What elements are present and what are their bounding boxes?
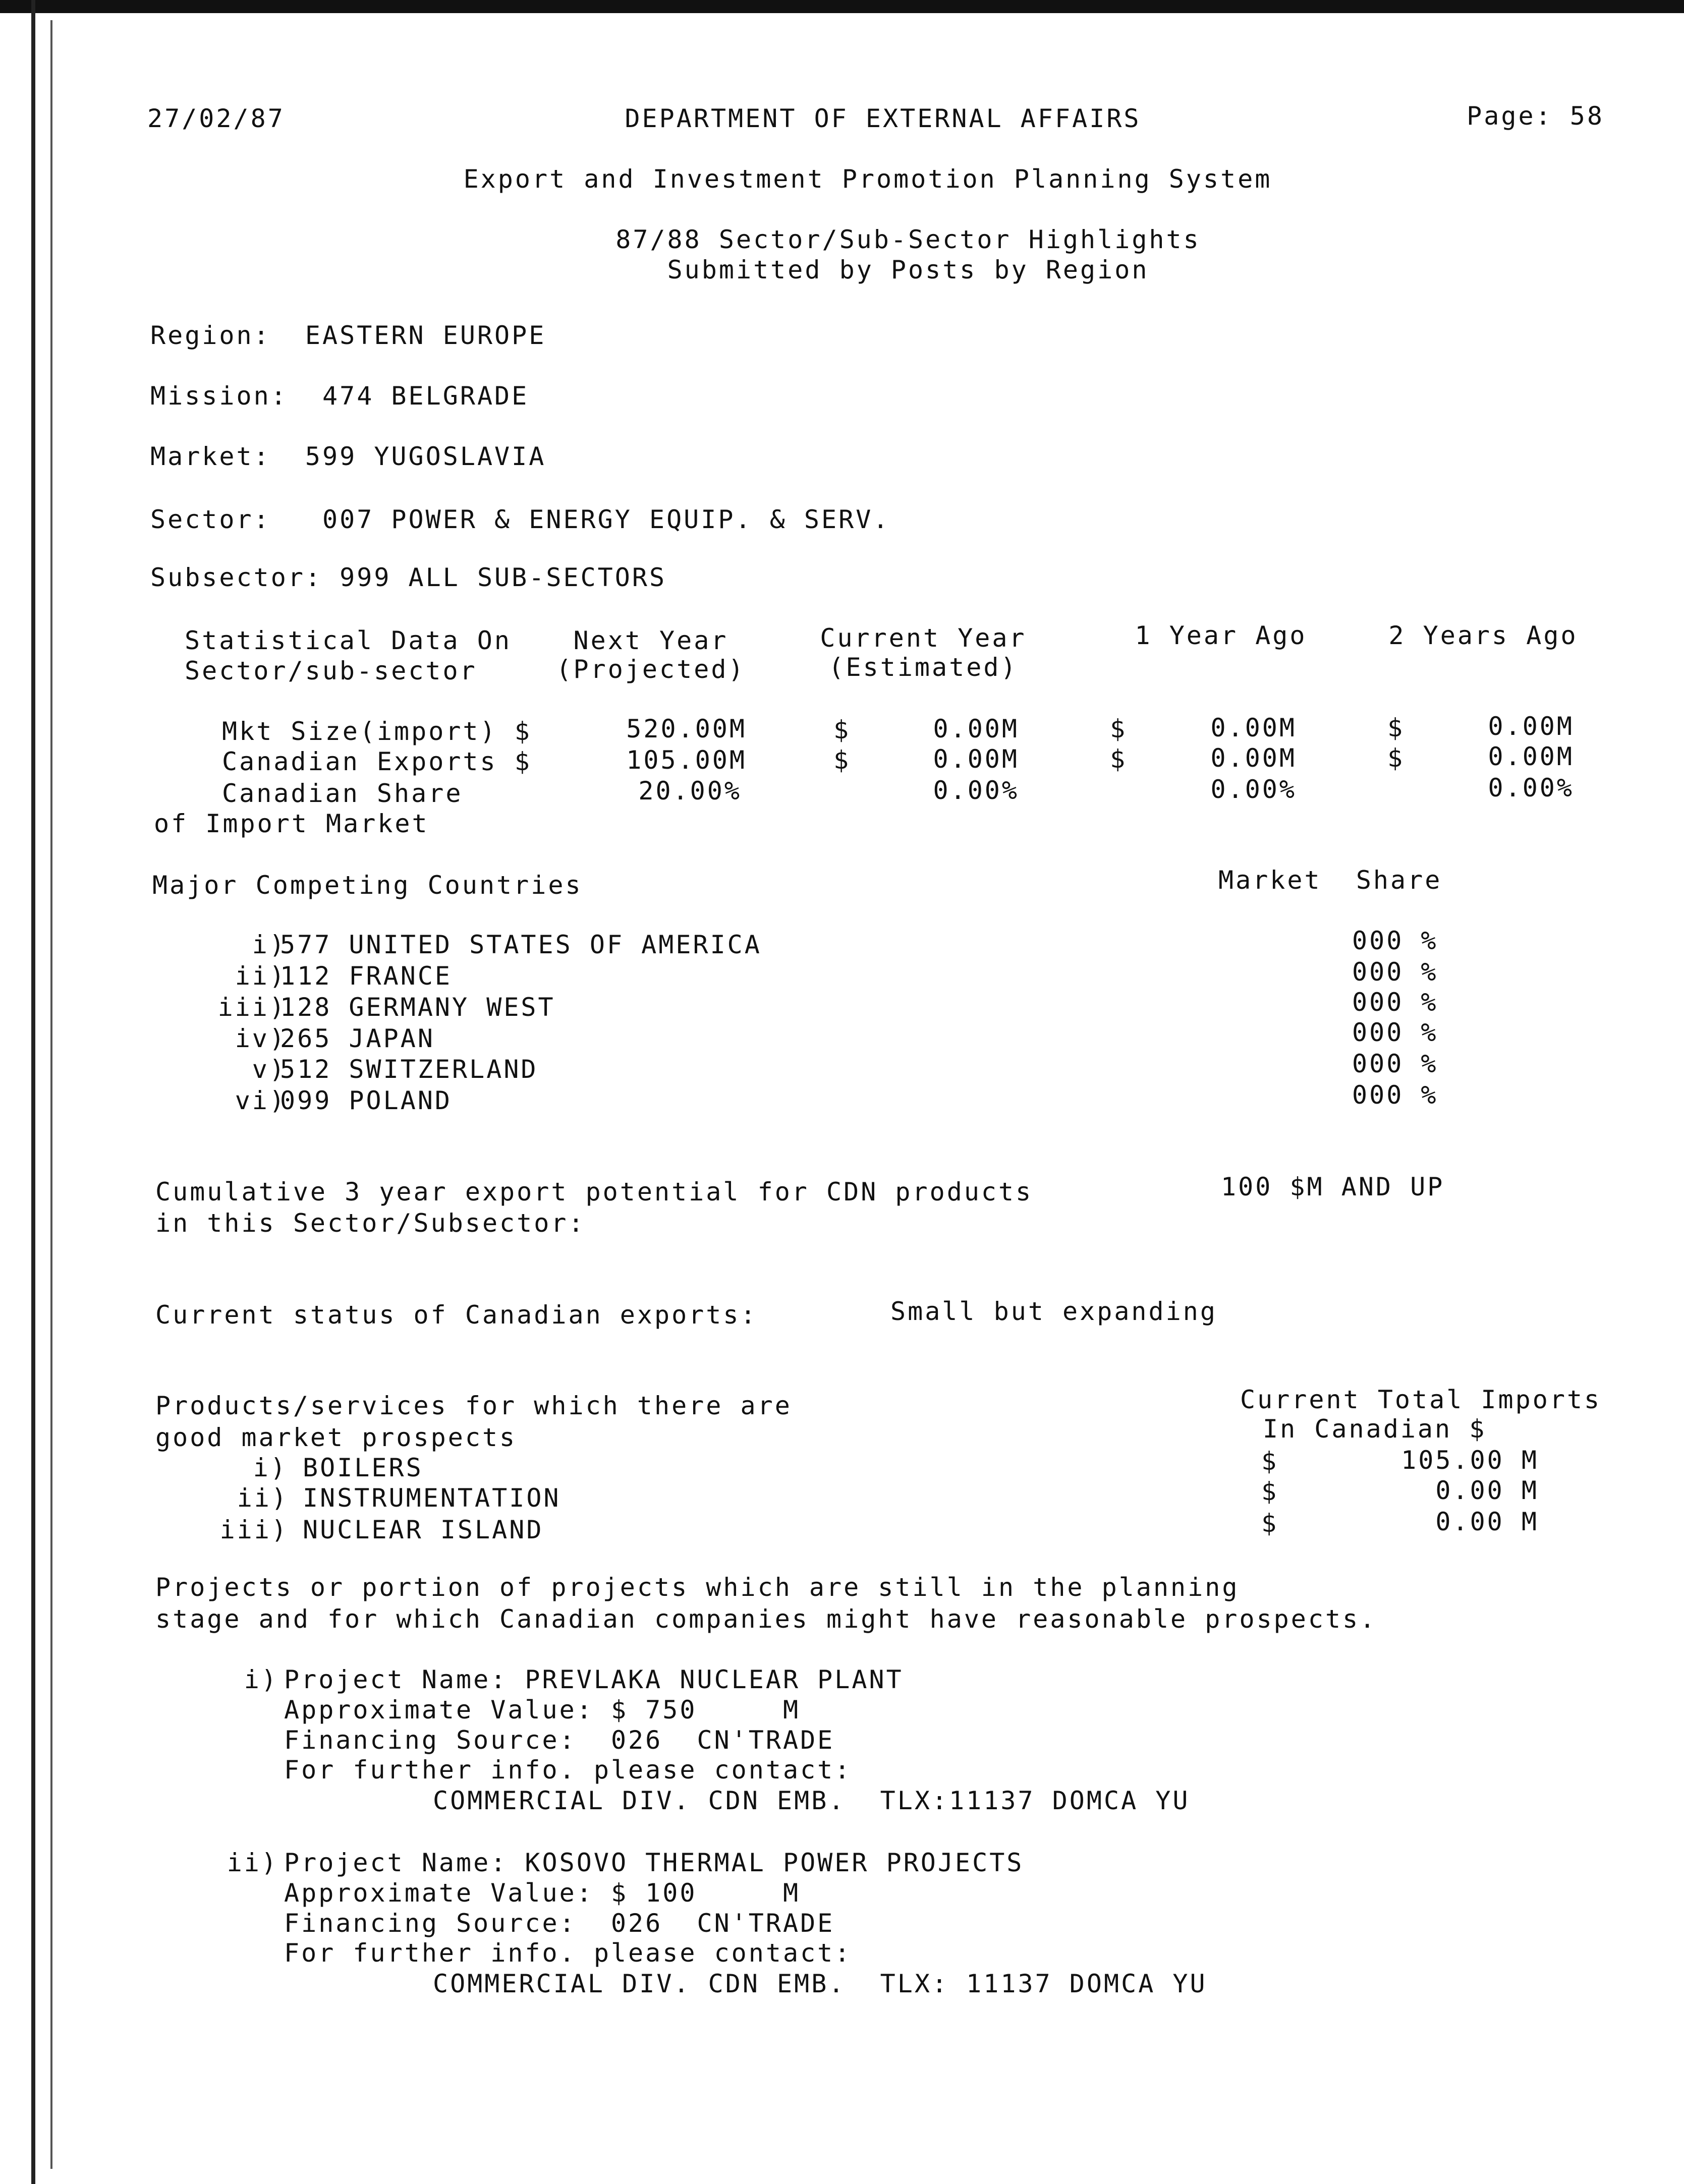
list-item-num: vi) [235, 1086, 287, 1115]
imports-heading2: In Canadian $ [1263, 1414, 1487, 1444]
list-item-currency: $ [1261, 1447, 1279, 1476]
col-current-year: Current Year [820, 623, 1027, 653]
competitors-heading: Major Competing Countries [152, 871, 583, 900]
list-item-currency: $ [1261, 1509, 1279, 1538]
products-line2: good market prospects [155, 1423, 517, 1452]
report-date: 27/02/87 [147, 104, 285, 133]
list-item-num: ii) [237, 1483, 289, 1513]
project-financing: Financing Source: 026 CN'TRADE [284, 1909, 835, 1938]
list-item-value: 105.00 M [1401, 1446, 1539, 1475]
list-item-share: 000 % [1352, 988, 1438, 1017]
cell-value: 0.00% [1488, 773, 1574, 802]
list-item-country: 112 FRANCE [280, 961, 453, 991]
cell-value: 0.00M [1488, 742, 1574, 771]
col-current-year-sub: (Estimated) [828, 653, 1018, 682]
cell-currency: $ [1387, 743, 1405, 773]
cell-currency: $ [1110, 714, 1128, 743]
cell-value: 0.00% [1210, 775, 1297, 804]
project-num: ii) [227, 1848, 278, 1877]
list-item-share: 000 % [1352, 1018, 1438, 1047]
imports-heading1: Current Total Imports [1240, 1385, 1602, 1414]
status-label: Current status of Canadian exports: [155, 1300, 758, 1330]
scan-top-edge [0, 0, 1684, 13]
cell-currency: $ [1110, 744, 1128, 774]
list-item-share: 000 % [1352, 926, 1438, 955]
market-field: Market: 599 YUGOSLAVIA [150, 442, 546, 471]
list-item-num: iii) [217, 993, 287, 1022]
row-label: Mkt Size(import) $ [222, 717, 532, 746]
list-item-product: BOILERS [303, 1453, 423, 1482]
status-value: Small but expanding [890, 1297, 1217, 1326]
cell-currency: $ [833, 745, 851, 775]
project-contact-label: For further info. please contact: [284, 1755, 852, 1785]
list-item-share: 000 % [1352, 1080, 1438, 1110]
scan-margin-line [50, 20, 52, 2169]
col-next-year: Next Year [573, 626, 728, 655]
list-item-country: 512 SWITZERLAND [280, 1055, 538, 1084]
row-label: Canadian Share [222, 779, 463, 808]
cell-value: 520.00M [626, 714, 747, 743]
list-item-num: iii) [219, 1515, 289, 1544]
list-item-product: INSTRUMENTATION [303, 1483, 561, 1513]
col-next-year-sub: (Projected) [556, 655, 746, 684]
subsector-field: Subsector: 999 ALL SUB-SECTORS [150, 563, 667, 592]
project-contact-label: For further info. please contact: [284, 1938, 852, 1968]
list-item-country: 128 GERMANY WEST [280, 993, 555, 1022]
col-1-year-ago: 1 Year Ago [1135, 621, 1307, 650]
list-item-share: 000 % [1352, 957, 1438, 987]
region-field: Region: EASTERN EUROPE [150, 321, 546, 350]
project-value: Approximate Value: $ 100 M [284, 1878, 801, 1908]
project-value: Approximate Value: $ 750 M [284, 1695, 801, 1725]
cell-value: 0.00M [1488, 712, 1574, 741]
project-contact: COMMERCIAL DIV. CDN EMB. TLX:11137 DOMCA YU [433, 1786, 1190, 1815]
row-label: Canadian Exports $ [222, 747, 532, 776]
project-contact: COMMERCIAL DIV. CDN EMB. TLX: 11137 DOMCA YU [433, 1969, 1207, 1998]
cell-value: 0.00M [1210, 743, 1297, 773]
list-item-country: 577 UNITED STATES OF AMERICA [280, 930, 762, 959]
stats-label-line2: Sector/sub-sector [185, 656, 477, 685]
project-name: Project Name: KOSOVO THERMAL POWER PROJECTS [284, 1848, 1024, 1877]
market-share-heading: Market Share [1218, 866, 1442, 895]
potential-line2: in this Sector/Subsector: [155, 1209, 586, 1238]
report-title: 87/88 Sector/Sub-Sector Highlights [615, 225, 1201, 254]
sector-field: Sector: 007 POWER & ENERGY EQUIP. & SERV. [150, 505, 890, 534]
list-item-country: 099 POLAND [280, 1086, 453, 1115]
list-item-num: i) [252, 930, 287, 959]
project-name: Project Name: PREVLAKA NUCLEAR PLANT [284, 1665, 904, 1694]
stats-label-line1: Statistical Data On [185, 626, 512, 655]
col-2-years-ago: 2 Years Ago [1388, 621, 1578, 650]
list-item-num: iv) [235, 1024, 287, 1053]
list-item-num: v) [252, 1055, 287, 1084]
system-title: Export and Investment Promotion Planning System [463, 164, 1272, 194]
cell-value: 105.00M [626, 745, 747, 775]
project-financing: Financing Source: 026 CN'TRADE [284, 1726, 835, 1755]
list-item-product: NUCLEAR ISLAND [303, 1515, 544, 1544]
cell-value: 20.00% [638, 776, 742, 806]
scan-left-edge [31, 0, 35, 2184]
department-title: DEPARTMENT OF EXTERNAL AFFAIRS [625, 104, 1141, 133]
potential-line1: Cumulative 3 year export potential for CDN products [155, 1177, 1033, 1206]
list-item-share: 000 % [1352, 1049, 1438, 1078]
cell-value: 0.00M [933, 744, 1019, 774]
list-item-num: i) [253, 1453, 288, 1482]
potential-value: 100 $M AND UP [1221, 1172, 1445, 1201]
row-suffix: of Import Market [154, 809, 429, 838]
cell-value: 0.00M [1210, 713, 1297, 742]
page-number: Page: 58 [1467, 101, 1604, 131]
cell-value: 0.00% [933, 776, 1019, 805]
products-line1: Products/services for which there are [155, 1391, 792, 1420]
cell-value: 0.00M [933, 714, 1019, 743]
projects-intro1: Projects or portion of projects which are still in the planning [155, 1573, 1240, 1602]
cell-currency: $ [1387, 713, 1405, 742]
projects-intro2: stage and for which Canadian companies might have reasonable prospects. [155, 1604, 1377, 1634]
list-item-currency: $ [1261, 1477, 1279, 1506]
mission-field: Mission: 474 BELGRADE [150, 381, 529, 411]
report-subtitle: Submitted by Posts by Region [667, 255, 1149, 284]
list-item-value: 0.00 M [1435, 1476, 1539, 1505]
cell-currency: $ [833, 715, 851, 744]
project-num: i) [244, 1665, 278, 1694]
list-item-value: 0.00 M [1435, 1507, 1539, 1536]
list-item-num: ii) [235, 961, 287, 991]
list-item-country: 265 JAPAN [280, 1024, 435, 1053]
